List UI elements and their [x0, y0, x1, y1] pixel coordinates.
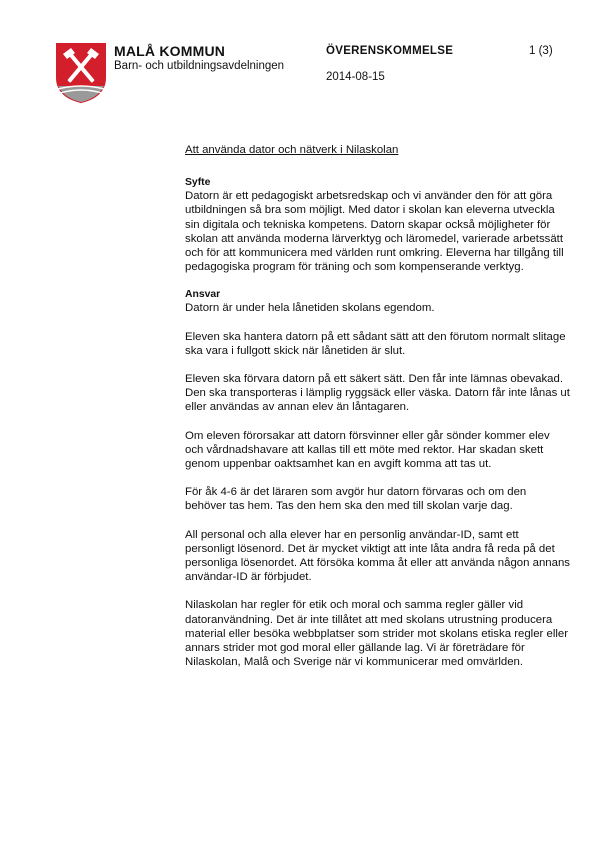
page-number: 1 (3)	[529, 45, 553, 57]
paragraph: Datorn är ett pedagogiskt arbetsredskap och vi använder den för att göra utbildningen så bra som möjligt. Med dator i skolan kan eleverna utveckla sin digitala och tekniska kompetens. Datorn skapar också möjligheter för skolan att använda moderna lärverktyg och läromedel, varierade arbetssätt och för att kommunicera med världen runt omkring. Eleverna har tillgång till pedagogiska program för träning och som kompenserande verktyg.	[185, 190, 564, 274]
section-heading: Syfte	[185, 177, 211, 189]
mala-coat-of-arms-icon	[55, 42, 107, 104]
paragraph: Datorn är under hela lånetiden skolans egendom.	[185, 302, 435, 315]
section-heading: Ansvar	[185, 289, 221, 301]
paragraph: Eleven ska förvara datorn på ett säkert sätt. Den får inte lämnas obevakad. Den ska transporteras i lämplig ryggsäck eller väska. Datorn får inte lånas ut eller användas av annan elev än låntagaren.	[185, 373, 570, 414]
paragraph: För åk 4-6 är det läraren som avgör hur datorn förvaras och om den behöver tas hem. Tas den hem ska den med till skolan varje dag.	[185, 486, 527, 513]
document-date: 2014-08-15	[326, 71, 385, 83]
paragraph: Om eleven förorsakar att datorn försvinner eller går sönder kommer elev och vårdnadshavare att kallas till ett möte med rektor. Har skadan skett genom uppenbar oaktsamhet kan en avgift komma att tas ut.	[185, 429, 550, 471]
paragraph: Eleven ska hantera datorn på ett sådant sätt att den förutom normalt slitage ska vara i fullgott skick när lånetiden är slut.	[185, 330, 566, 357]
section-ansvar	[185, 288, 570, 669]
department-name: Barn- och utbildningsavdelningen	[114, 60, 285, 72]
crest-shield-grey-base	[58, 86, 104, 102]
document-title: Att använda dator och nätverk i Nilaskolan	[185, 144, 399, 156]
organization-name: MALÅ KOMMUN	[114, 43, 226, 59]
paragraph: Nilaskolan har regler för etik och moral och samma regler gäller vid datoranvändning. Det är inte tillåtet att med skolans utrustning producera material eller besöka webbplatser som strider mot skolans etiska regler eller annars strider mot god moral eller gällande lag. Vi är företrädare för Nilaskolan, Malå och Sverige när vi kommunicerar med omvärlden.	[185, 599, 569, 669]
paragraph: All personal och alla elever har en personlig användar-ID, samt ett personligt lösenord. Det är mycket viktigt att inte låta andra få reda på det personliga lösenordet. Att försöka komma åt eller att använda någon annans användar-ID är förbjudet.	[185, 528, 570, 584]
document-type: ÖVERENSKOMMELSE	[326, 45, 454, 57]
organization-block	[114, 43, 284, 73]
section-syfte	[185, 176, 570, 274]
document-body	[185, 143, 570, 669]
